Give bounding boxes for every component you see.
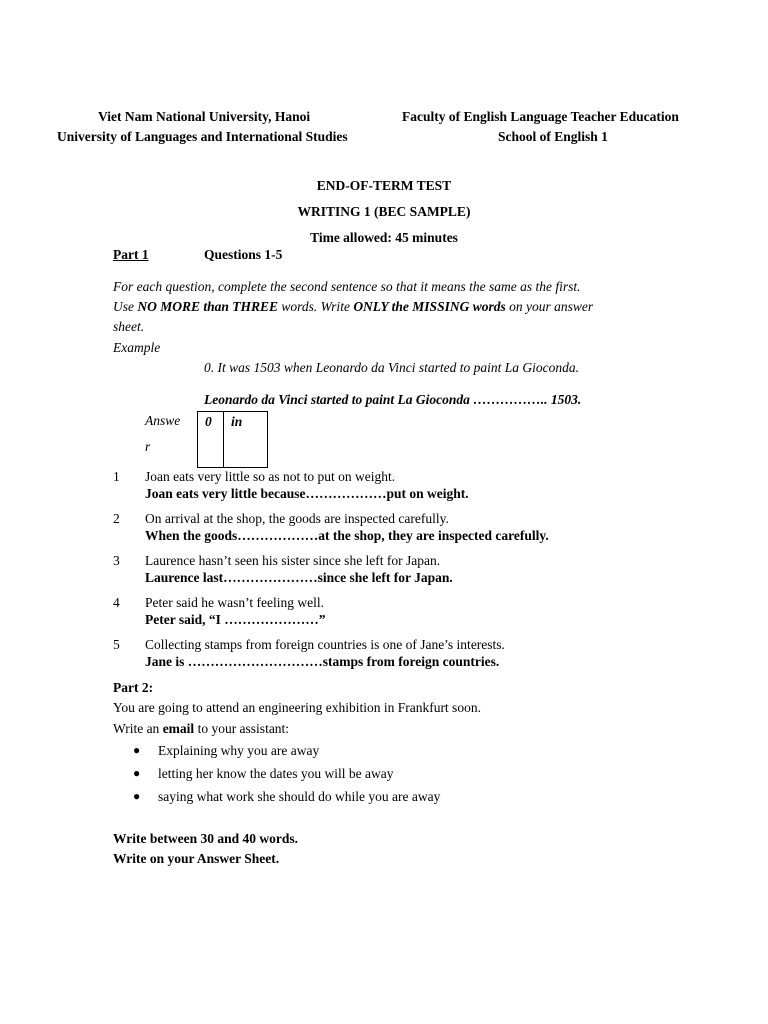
part2-label: Part 2: [113,680,154,695]
time-allowed: Time allowed: 45 minutes [310,230,458,245]
bullet-item: saying what work she should do while you are away [158,789,441,804]
bullet-icon: ● [133,766,141,780]
question-number: 2 [113,511,120,526]
test-subtitle: WRITING 1 (BEC SAMPLE) [297,204,471,219]
answer-box-word: in [231,414,243,429]
university-name: Viet Nam National University, Hanoi [98,109,311,124]
question-rewrite: Laurence last…………………since she left for Japan. [145,570,453,585]
school-name: University of Languages and International Studies [57,129,348,144]
question-original: Peter said he wasn’t feeling well. [145,595,324,610]
question-rewrite: Peter said, “I …………………” [145,612,326,627]
question-rewrite: Jane is …………………………stamps from foreign countries. [145,654,500,669]
bullet-item: letting her know the dates you will be away [158,766,394,781]
part1-instruction-line2: Use NO MORE than THREE words. Write ONLY the MISSING words on your answer [113,299,594,314]
question-number: 1 [113,469,120,484]
example-rewrite: Leonardo da Vinci started to paint La Gioconda …………….. 1503. [204,392,582,407]
question-number: 3 [113,553,120,568]
answer-box-divider [223,412,224,467]
faculty-name: Faculty of English Language Teacher Education [402,109,679,124]
answer-label-part1: Answe [145,413,181,428]
question-number: 5 [113,637,120,652]
example-label: Example [113,340,161,355]
answer-label-part2: r [145,439,151,454]
bullet-icon: ● [133,743,141,757]
part1-instruction-line3: sheet. [113,319,145,334]
part1-label: Part 1 [113,247,149,262]
question-original: Joan eats very little so as not to put on weight. [145,469,396,484]
example-answer-box [197,411,268,468]
answer-sheet-instruction: Write on your Answer Sheet. [113,851,280,866]
part2-intro: You are going to attend an engineering exhibition in Frankfurt soon. [113,700,481,715]
answer-box-number: 0 [205,414,212,429]
bullet-item: Explaining why you are away [158,743,320,758]
part2-task: Write an email to your assistant: [113,721,290,736]
example-sentence: 0. It was 1503 when Leonardo da Vinci started to paint La Gioconda. [204,360,579,375]
question-rewrite: Joan eats very little because………………put on weight. [145,486,469,501]
question-number: 4 [113,595,120,610]
department-name: School of English 1 [498,129,608,144]
word-limit-instruction: Write between 30 and 40 words. [113,831,298,846]
test-title: END-OF-TERM TEST [316,178,452,193]
question-original: Collecting stamps from foreign countries is one of Jane’s interests. [145,637,505,652]
bullet-icon: ● [133,789,141,803]
question-rewrite: When the goods………………at the shop, they are inspected carefully. [145,528,549,543]
question-original: On arrival at the shop, the goods are inspected carefully. [145,511,449,526]
part1-questions: Questions 1-5 [204,247,283,262]
question-original: Laurence hasn’t seen his sister since she left for Japan. [145,553,441,568]
part1-instruction-line1: For each question, complete the second sentence so that it means the same as the first. [113,279,581,294]
